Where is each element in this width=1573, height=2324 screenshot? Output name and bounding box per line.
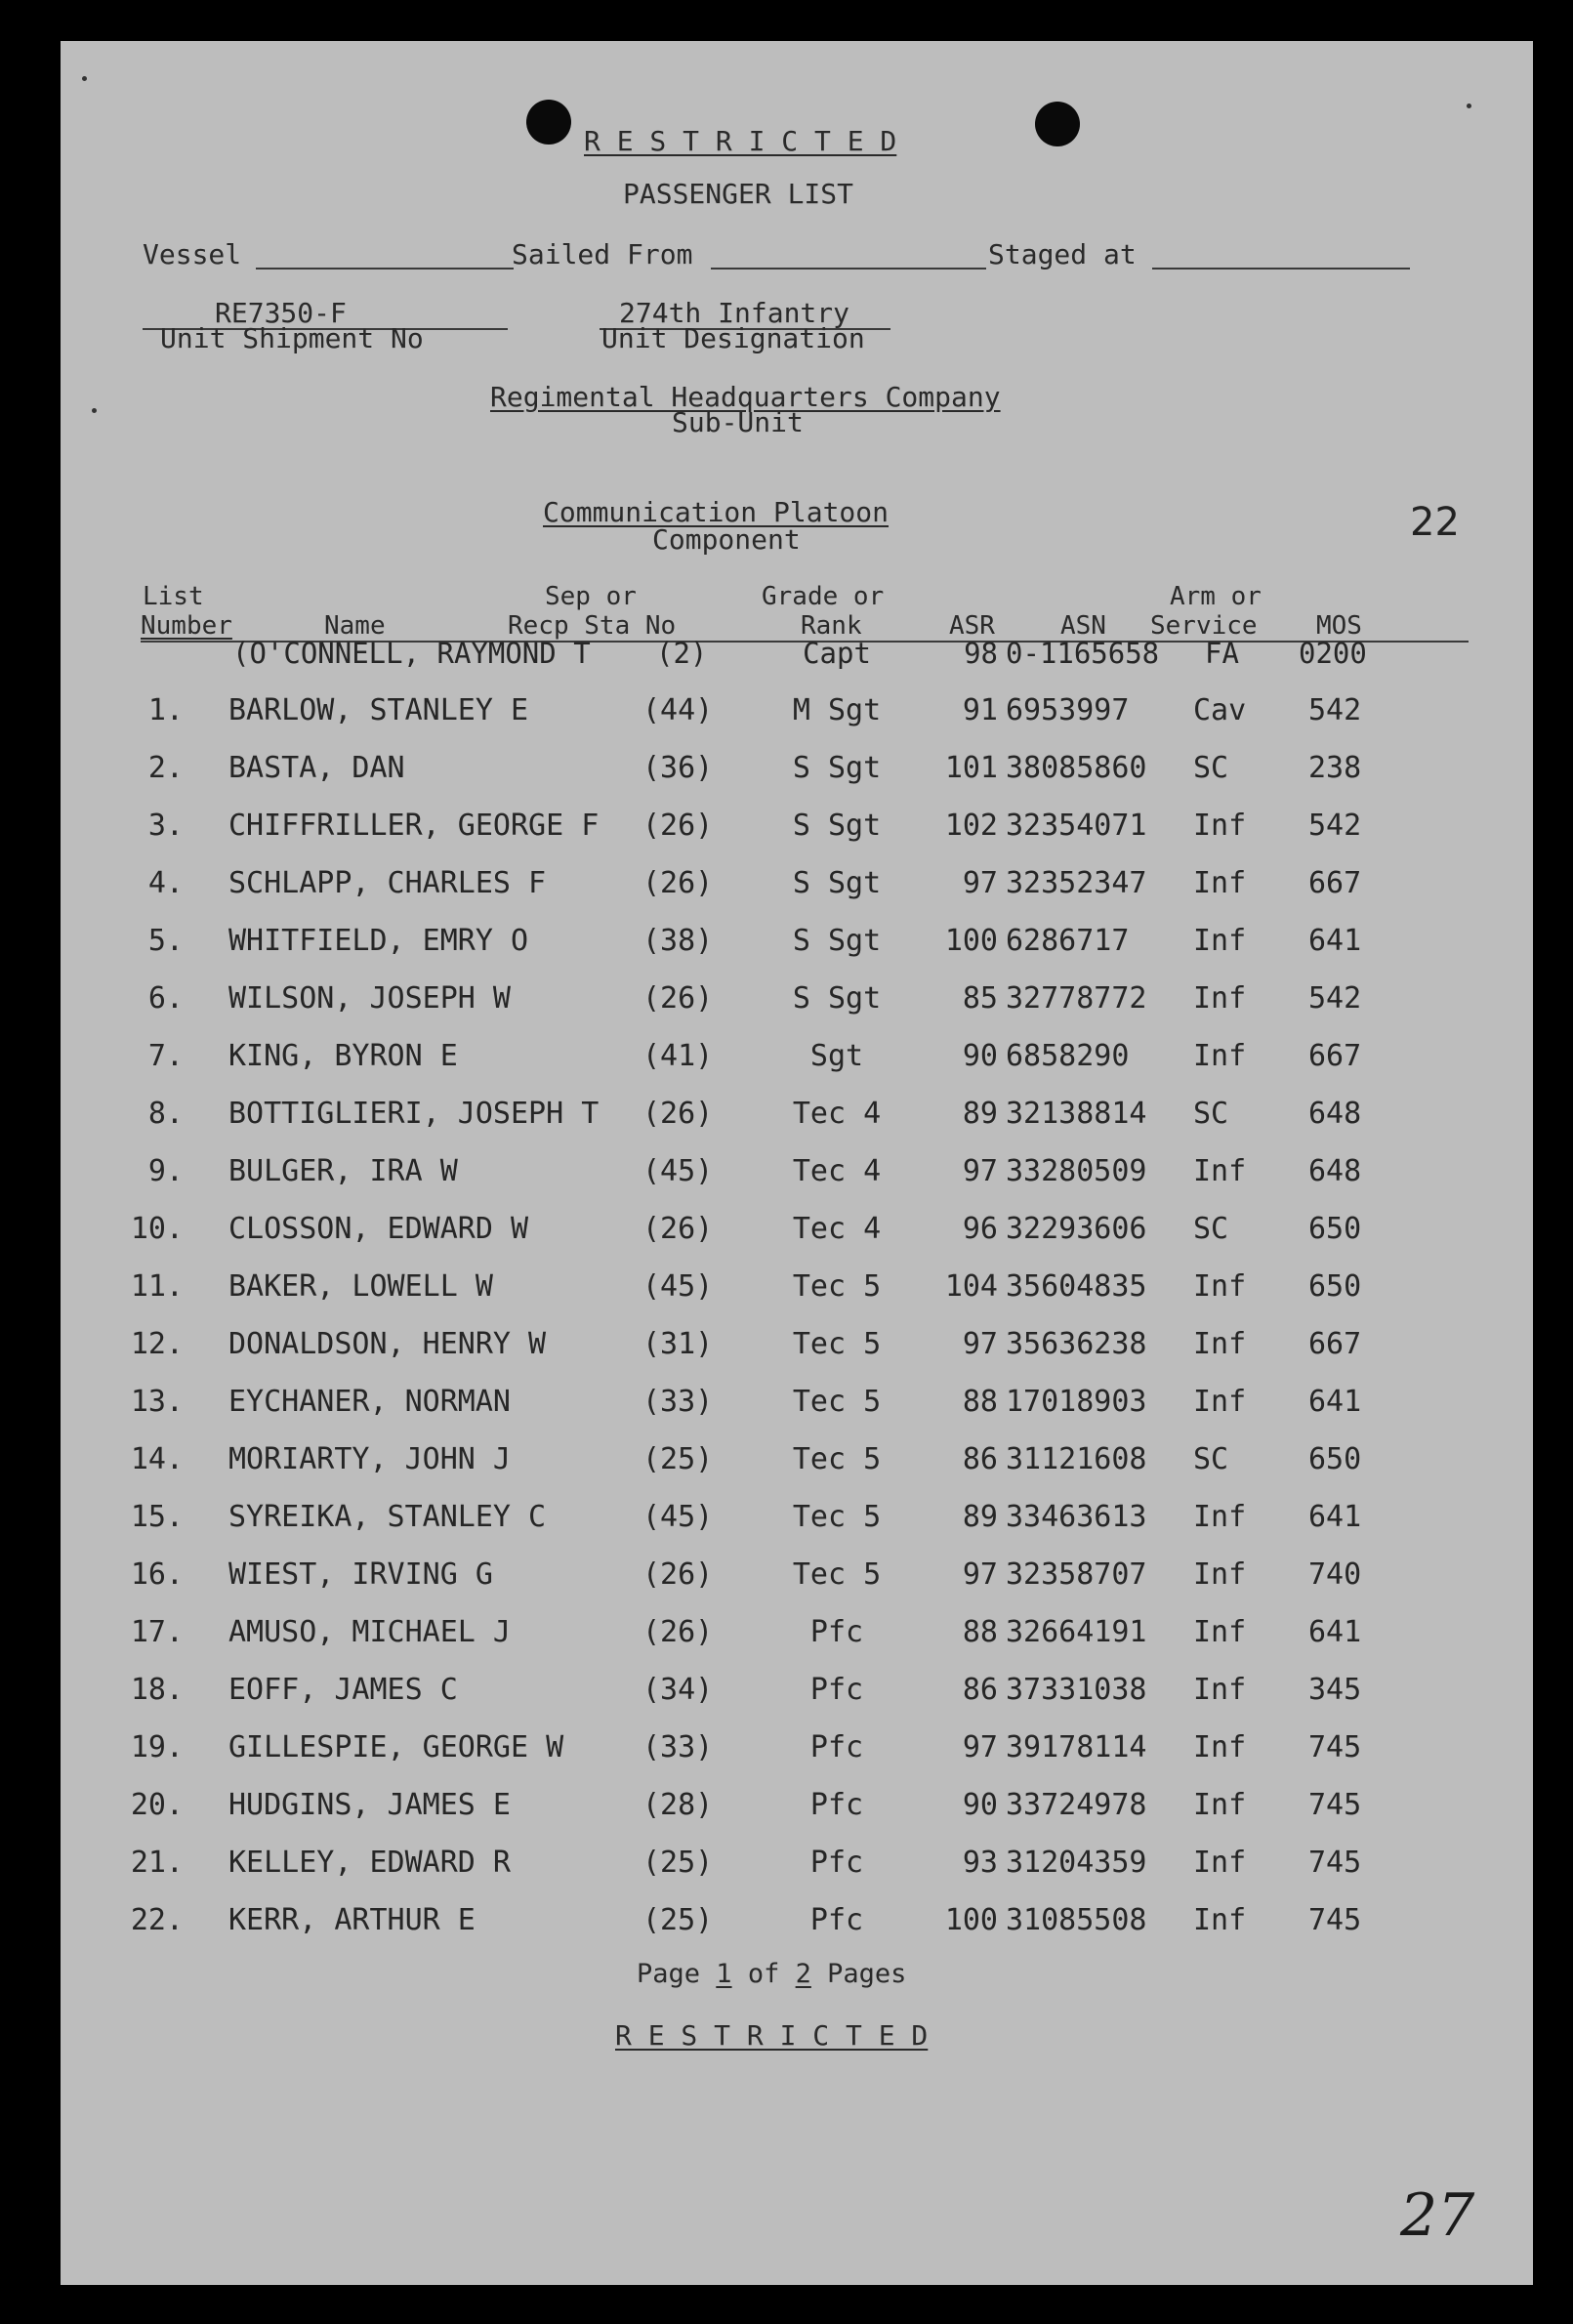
row-asn: 37331038 — [1006, 1673, 1147, 1707]
row-asn: 6286717 — [1006, 924, 1130, 958]
row-mos: 740 — [1308, 1557, 1362, 1592]
row-list-number: 19. — [130, 1730, 184, 1764]
row-sep-recp-sta: (28) — [642, 1788, 714, 1822]
row-grade-rank: Tec 5 — [792, 1557, 882, 1592]
row-list-number: 12. — [130, 1327, 184, 1361]
col-header-number: Number — [141, 611, 232, 641]
row-name: WHITFIELD, EMRY O — [228, 924, 529, 958]
row-arm-service: Inf — [1193, 1557, 1247, 1592]
row-mos: 345 — [1308, 1673, 1362, 1707]
row-sep-recp-sta: (33) — [642, 1385, 714, 1419]
row-sep-recp-sta: (26) — [642, 866, 714, 900]
row-asr: 91 — [962, 693, 998, 727]
row-arm-service: Inf — [1193, 1730, 1247, 1764]
page-prefix: Page — [637, 1959, 701, 1989]
row-asr: 97 — [962, 1154, 998, 1188]
row-list-number: 11. — [130, 1269, 184, 1304]
row-mos: 542 — [1308, 981, 1362, 1016]
row-list-number: 22. — [130, 1903, 184, 1937]
page-current: 1 — [716, 1959, 732, 1989]
row-arm-service: Inf — [1193, 809, 1247, 843]
document-page — [61, 41, 1533, 2285]
col-header-mos: MOS — [1316, 611, 1362, 641]
row-asr: 96 — [962, 1212, 998, 1246]
row-arm-service: Inf — [1193, 1788, 1247, 1822]
row-arm-service: SC — [1193, 1097, 1229, 1131]
page-total: 2 — [795, 1959, 811, 1989]
row-list-number: 7. — [147, 1039, 184, 1073]
row-arm-service: Inf — [1193, 1500, 1247, 1534]
row-asr: 100 — [944, 1903, 998, 1937]
row-mos: 650 — [1308, 1212, 1362, 1246]
col-header-service: Service — [1150, 611, 1258, 641]
row-arm-service: Inf — [1193, 1385, 1247, 1419]
row-list-number: 10. — [130, 1212, 184, 1246]
row-arm-service: SC — [1193, 751, 1229, 785]
row-asn: 17018903 — [1006, 1385, 1147, 1419]
component-value: Communication Platoon — [543, 496, 890, 528]
row-arm-service: Inf — [1193, 866, 1247, 900]
col-header-grade: Grade or — [762, 582, 885, 611]
sub-unit-label: Sub-Unit — [672, 406, 804, 438]
row-asn: 32664191 — [1006, 1615, 1147, 1649]
row-asr: 101 — [944, 751, 998, 785]
row-grade-rank: Tec 4 — [792, 1097, 882, 1131]
row-sep-recp-sta: (36) — [642, 751, 714, 785]
row-grade-rank: S Sgt — [792, 751, 882, 785]
row-name: BULGER, IRA W — [228, 1154, 458, 1188]
row-name: WILSON, JOSEPH W — [228, 981, 511, 1016]
row-arm-service: Inf — [1193, 1615, 1247, 1649]
row-asr: 104 — [944, 1269, 998, 1304]
row-sep-recp-sta: (26) — [642, 1615, 714, 1649]
officer-name: (O'CONNELL, RAYMOND T — [232, 637, 591, 670]
row-mos: 667 — [1308, 1039, 1362, 1073]
row-sep-recp-sta: (41) — [642, 1039, 714, 1073]
row-mos: 542 — [1308, 693, 1362, 727]
row-name: KERR, ARTHUR E — [228, 1903, 476, 1937]
row-asn: 6953997 — [1006, 693, 1130, 727]
row-list-number: 17. — [130, 1615, 184, 1649]
row-name: GILLESPIE, GEORGE W — [228, 1730, 564, 1764]
row-grade-rank: Sgt — [809, 1039, 864, 1073]
row-mos: 641 — [1308, 1615, 1362, 1649]
sailed-from-blank-line — [711, 268, 986, 270]
row-arm-service: Inf — [1193, 1039, 1247, 1073]
row-asn: 32358707 — [1006, 1557, 1147, 1592]
row-mos: 667 — [1308, 866, 1362, 900]
row-grade-rank: S Sgt — [792, 924, 882, 958]
row-list-number: 18. — [130, 1673, 184, 1707]
row-asr: 102 — [944, 809, 998, 843]
row-arm-service: Inf — [1193, 924, 1247, 958]
row-name: EYCHANER, NORMAN — [228, 1385, 511, 1419]
row-list-number: 15. — [130, 1500, 184, 1534]
row-grade-rank: Tec 5 — [792, 1327, 882, 1361]
row-arm-service: Inf — [1193, 1673, 1247, 1707]
row-sep-recp-sta: (25) — [642, 1903, 714, 1937]
row-asr: 93 — [962, 1846, 998, 1880]
vessel-blank-line — [256, 268, 514, 270]
page-suffix: Pages — [827, 1959, 907, 1989]
row-asn: 31204359 — [1006, 1846, 1147, 1880]
col-header-recp-sta: Recp Sta No — [508, 611, 677, 641]
row-asn: 31121608 — [1006, 1442, 1147, 1476]
speck — [1467, 104, 1471, 108]
row-mos: 745 — [1308, 1788, 1362, 1822]
row-asn: 38085860 — [1006, 751, 1147, 785]
row-sep-recp-sta: (45) — [642, 1154, 714, 1188]
corner-page-number: 22 — [1410, 500, 1460, 545]
row-arm-service: Inf — [1193, 1154, 1247, 1188]
row-asn: 35636238 — [1006, 1327, 1147, 1361]
row-sep-recp-sta: (26) — [642, 1212, 714, 1246]
row-name: SYREIKA, STANLEY C — [228, 1500, 547, 1534]
row-asr: 85 — [962, 981, 998, 1016]
row-list-number: 21. — [130, 1846, 184, 1880]
row-mos: 650 — [1308, 1269, 1362, 1304]
row-asr: 97 — [962, 1327, 998, 1361]
row-asr: 89 — [962, 1500, 998, 1534]
row-asr: 90 — [962, 1039, 998, 1073]
row-asr: 88 — [962, 1615, 998, 1649]
row-name: BOTTIGLIERI, JOSEPH T — [228, 1097, 600, 1131]
row-arm-service: Inf — [1193, 981, 1247, 1016]
page-of: of — [747, 1959, 780, 1989]
unit-designation-value: 274th Infantry — [619, 297, 850, 329]
row-list-number: 6. — [147, 981, 184, 1016]
row-sep-recp-sta: (25) — [642, 1442, 714, 1476]
row-sep-recp-sta: (34) — [642, 1673, 714, 1707]
col-header-rank: Rank — [801, 611, 862, 641]
row-arm-service: Cav — [1193, 693, 1247, 727]
row-list-number: 16. — [130, 1557, 184, 1592]
row-grade-rank: Pfc — [809, 1846, 864, 1880]
speck — [82, 76, 87, 81]
row-asn: 33463613 — [1006, 1500, 1147, 1534]
sub-unit-value: Regimental Headquarters Company — [490, 381, 1001, 413]
row-asr: 97 — [962, 1730, 998, 1764]
row-name: KELLEY, EDWARD R — [228, 1846, 511, 1880]
row-asn: 39178114 — [1006, 1730, 1147, 1764]
row-grade-rank: M Sgt — [792, 693, 882, 727]
row-grade-rank: S Sgt — [792, 809, 882, 843]
staged-at-label: Staged at — [988, 238, 1137, 270]
row-grade-rank: Pfc — [809, 1903, 864, 1937]
row-name: EOFF, JAMES C — [228, 1673, 458, 1707]
col-header-asr: ASR — [949, 611, 995, 641]
restricted-stamp-bottom: R E S T R I C T E D — [615, 2019, 929, 2052]
row-grade-rank: Tec 5 — [792, 1269, 882, 1304]
row-grade-rank: Pfc — [809, 1730, 864, 1764]
row-asn: 32293606 — [1006, 1212, 1147, 1246]
row-name: BARLOW, STANLEY E — [228, 693, 529, 727]
row-mos: 641 — [1308, 1500, 1362, 1534]
row-sep-recp-sta: (26) — [642, 1557, 714, 1592]
col-header-sep: Sep or — [545, 582, 637, 611]
col-header-asn: ASN — [1060, 611, 1106, 641]
row-list-number: 1. — [147, 693, 184, 727]
row-sep-recp-sta: (45) — [642, 1500, 714, 1534]
row-name: HUDGINS, JAMES E — [228, 1788, 511, 1822]
officer-arm: FA — [1205, 637, 1239, 670]
row-name: BAKER, LOWELL W — [228, 1269, 493, 1304]
row-grade-rank: Pfc — [809, 1615, 864, 1649]
row-grade-rank: Tec 5 — [792, 1385, 882, 1419]
vessel-label: Vessel — [143, 238, 242, 270]
row-arm-service: SC — [1193, 1442, 1229, 1476]
row-asn: 33280509 — [1006, 1154, 1147, 1188]
unit-shipment-no-label: Unit Shipment No — [160, 322, 424, 354]
row-grade-rank: Pfc — [809, 1788, 864, 1822]
row-sep-recp-sta: (26) — [642, 809, 714, 843]
row-grade-rank: Tec 4 — [792, 1154, 882, 1188]
row-sep-recp-sta: (26) — [642, 981, 714, 1016]
row-sep-recp-sta: (44) — [642, 693, 714, 727]
row-asn: 6858290 — [1006, 1039, 1130, 1073]
row-asn: 33724978 — [1006, 1788, 1147, 1822]
unit-designation-label: Unit Designation — [601, 322, 865, 354]
row-name: CLOSSON, EDWARD W — [228, 1212, 529, 1246]
row-sep-recp-sta: (26) — [642, 1097, 714, 1131]
row-arm-service: Inf — [1193, 1846, 1247, 1880]
row-name: AMUSO, MICHAEL J — [228, 1615, 511, 1649]
row-grade-rank: Tec 5 — [792, 1442, 882, 1476]
row-name: WIEST, IRVING G — [228, 1557, 493, 1592]
handwritten-page-number: 27 — [1400, 2181, 1475, 2250]
row-name: KING, BYRON E — [228, 1039, 458, 1073]
row-list-number: 4. — [147, 866, 184, 900]
row-asr: 97 — [962, 866, 998, 900]
officer-sta: (2) — [656, 637, 708, 670]
row-mos: 650 — [1308, 1442, 1362, 1476]
sailed-from-label: Sailed From — [512, 238, 693, 270]
row-asn: 35604835 — [1006, 1269, 1147, 1304]
row-name: BASTA, DAN — [228, 751, 405, 785]
row-asn: 32778772 — [1006, 981, 1147, 1016]
row-mos: 648 — [1308, 1154, 1362, 1188]
row-list-number: 2. — [147, 751, 184, 785]
row-asn: 31085508 — [1006, 1903, 1147, 1937]
row-sep-recp-sta: (45) — [642, 1269, 714, 1304]
unit-shipment-no-value: RE7350-F — [215, 297, 347, 329]
punch-hole-right — [1035, 102, 1080, 146]
row-mos: 238 — [1308, 751, 1362, 785]
col-header-arm: Arm or — [1170, 582, 1262, 611]
row-asn: 32352347 — [1006, 866, 1147, 900]
row-mos: 641 — [1308, 924, 1362, 958]
row-asn: 32354071 — [1006, 809, 1147, 843]
row-asr: 86 — [962, 1673, 998, 1707]
staged-at-blank-line — [1152, 268, 1410, 270]
row-asn: 32138814 — [1006, 1097, 1147, 1131]
col-header-list: List — [143, 582, 204, 611]
row-sep-recp-sta: (31) — [642, 1327, 714, 1361]
col-header-name: Name — [324, 611, 386, 641]
row-grade-rank: Pfc — [809, 1673, 864, 1707]
row-list-number: 5. — [147, 924, 184, 958]
row-grade-rank: S Sgt — [792, 981, 882, 1016]
row-arm-service: SC — [1193, 1212, 1229, 1246]
row-asr: 89 — [962, 1097, 998, 1131]
row-mos: 745 — [1308, 1903, 1362, 1937]
row-mos: 542 — [1308, 809, 1362, 843]
row-asr: 100 — [944, 924, 998, 958]
row-grade-rank: Tec 5 — [792, 1500, 882, 1534]
restricted-stamp-top: R E S T R I C T E D — [584, 125, 897, 157]
row-asr: 88 — [962, 1385, 998, 1419]
row-mos: 648 — [1308, 1097, 1362, 1131]
row-list-number: 9. — [147, 1154, 184, 1188]
row-list-number: 14. — [130, 1442, 184, 1476]
row-arm-service: Inf — [1193, 1327, 1247, 1361]
row-list-number: 8. — [147, 1097, 184, 1131]
row-list-number: 20. — [130, 1788, 184, 1822]
row-asr: 86 — [962, 1442, 998, 1476]
row-sep-recp-sta: (33) — [642, 1730, 714, 1764]
officer-asn: 0-1165658 — [1006, 637, 1160, 670]
row-asr: 97 — [962, 1557, 998, 1592]
row-name: DONALDSON, HENRY W — [228, 1327, 547, 1361]
document-title: PASSENGER LIST — [623, 178, 854, 210]
row-arm-service: Inf — [1193, 1269, 1247, 1304]
row-grade-rank: Tec 4 — [792, 1212, 882, 1246]
officer-mos: 0200 — [1299, 637, 1367, 670]
row-mos: 667 — [1308, 1327, 1362, 1361]
row-mos: 641 — [1308, 1385, 1362, 1419]
officer-asr: 98 — [964, 637, 998, 670]
row-list-number: 13. — [130, 1385, 184, 1419]
row-list-number: 3. — [147, 809, 184, 843]
page-indicator — [637, 1959, 906, 1989]
row-mos: 745 — [1308, 1846, 1362, 1880]
officer-rank: Capt — [803, 637, 871, 670]
row-sep-recp-sta: (38) — [642, 924, 714, 958]
row-name: MORIARTY, JOHN J — [228, 1442, 511, 1476]
row-sep-recp-sta: (25) — [642, 1846, 714, 1880]
row-name: SCHLAPP, CHARLES F — [228, 866, 547, 900]
row-name: CHIFFRILLER, GEORGE F — [228, 809, 600, 843]
row-asr: 90 — [962, 1788, 998, 1822]
row-grade-rank: S Sgt — [792, 866, 882, 900]
row-arm-service: Inf — [1193, 1903, 1247, 1937]
speck — [92, 408, 97, 413]
component-label: Component — [652, 523, 801, 556]
punch-hole-left — [526, 100, 571, 145]
row-mos: 745 — [1308, 1730, 1362, 1764]
